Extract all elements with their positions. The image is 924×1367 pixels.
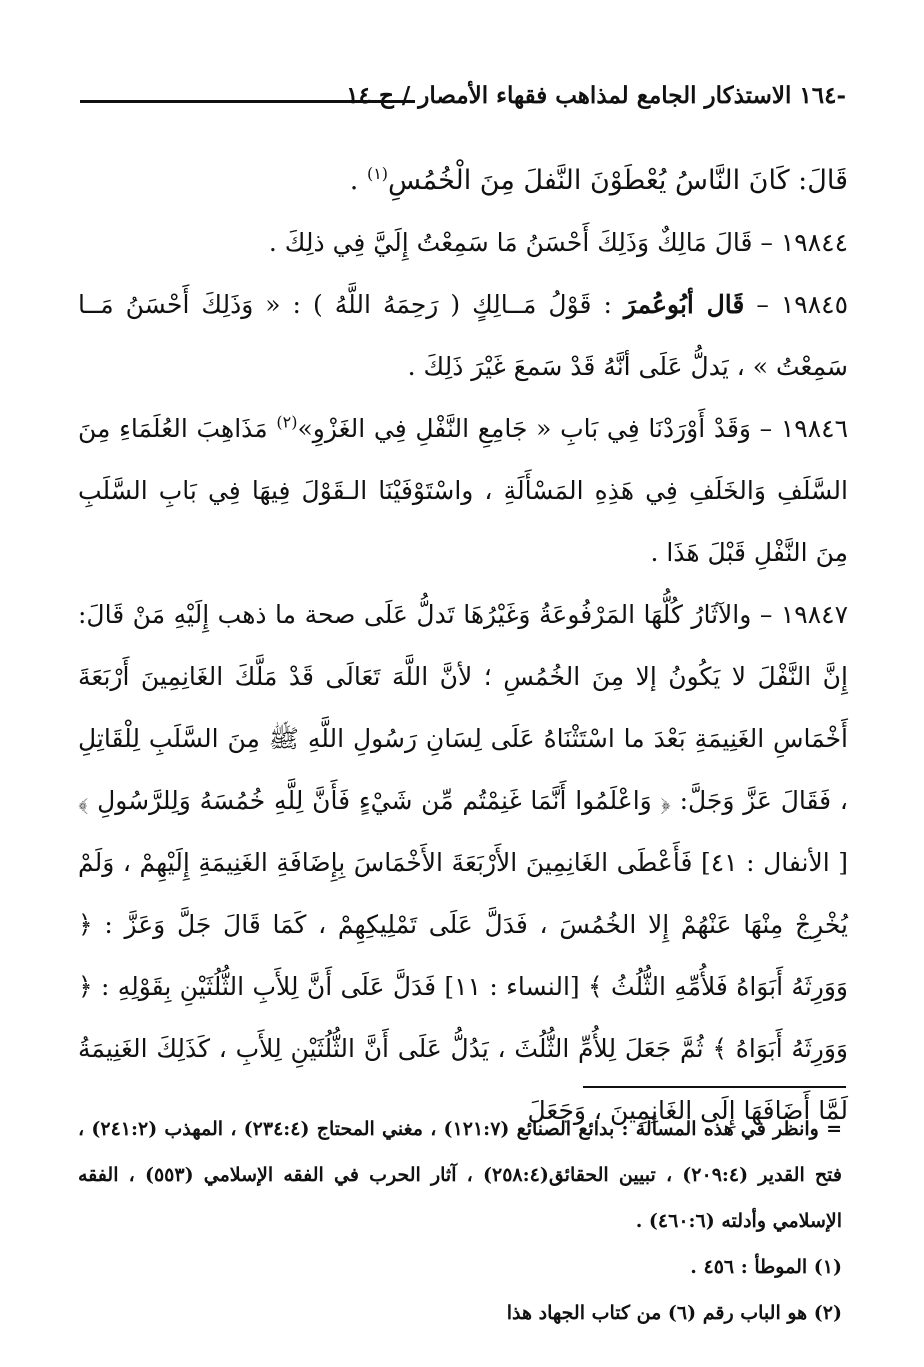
paragraph-19845: [78, 274, 848, 398]
paragraph-19847: [78, 584, 848, 1142]
main-text: [78, 150, 848, 1142]
paragraph-opening: [78, 150, 848, 212]
opening-text: قَالَ: كَانَ النَّاسُ يُعْطَوْنَ النَّفلَ مِنَ الْخُمُسِ: [388, 165, 848, 196]
paragraph-19844: [78, 212, 848, 274]
paragraph-19846-text-a: ١٩٨٤٦ – وَقَدْ أَوْرَدْنَا فِي بَابِ « جَامِعِ النَّفْلِ فِي الغَزْوِ»: [297, 414, 848, 443]
footnote-ref-2[interactable]: (٢): [276, 412, 298, 432]
paragraph-19846: [78, 398, 848, 584]
footnotes: [78, 1106, 842, 1336]
footnote-ref-1[interactable]: (١): [366, 164, 389, 183]
paragraph-19846-text-b: مَذَاهِبَ العُلَمَاءِ مِنَ السَّلَفِ وَالخَلَفِ فِي هَذِهِ المَسْأَلَةِ ، واسْتَوْفَيْنَا الـقَوْلَ فِيهَا فِي بَابِ السَّلَبِ مِنَ النَّفْلِ قَبْلَ هَذَا .: [78, 414, 848, 567]
header-rule: [80, 100, 415, 103]
paragraph-19845-speaker: قَال أبُوعُمرَ: [623, 290, 745, 319]
footnote-continuation: = وانظر في هذه المسألة : بدائع الصنائع (١٢١:٧) ، مغني المحتاج (٢٣٤:٤) ، المهذب (٢٤١:٢) ، فتح القدير (٢٠٩:٤) ، تبيين الحقائق(٢٥٨:٤) ، آثار الحرب في الفقه الإسلامي (٥٥٣) ، الفقه الإسلامي وأدلته (٤٦٠:٦) .: [78, 1118, 842, 1232]
running-header: [80, 82, 846, 122]
footnote-2: (٢) هو الباب رقم (٦) من كتاب الجهاد هذا: [506, 1302, 842, 1324]
paragraph-19845-text: : قَوْلُ مَــالِكٍ ( رَحِمَهُ اللَّهُ ) : « وَذَلِكَ أَحْسَنُ مَــا سَمِعْتُ » ، يَدلُّ عَلَى أنَّهُ قَدْ سَمعَ غَيْرَ ذَلِكَ .: [78, 290, 848, 381]
paragraph-19844-text: ١٩٨٤٤ – قَالَ مَالِكٌ وَذَلِكَ أَحْسَنُ مَا سَمِعْتُ إِلَيَّ فِي ذلِكَ .: [268, 228, 848, 257]
paragraph-19845-number: ١٩٨٤٥ –: [744, 290, 848, 319]
header-title: -١٦٤ الاستذكار الجامع لمذاهب فقهاء الأمصار / ج ١٤: [346, 82, 846, 109]
footnote-rule: [583, 1086, 846, 1088]
footnote-1: (١) الموطأ : ٤٥٦ .: [690, 1256, 842, 1278]
paragraph-19847-text: ١٩٨٤٧ – والآثَارُ كُلُّهَا المَرْفُوعَةُ وَغَيْرُهَا تَدلُّ عَلَى صحة ما ذهب إِلَيْهِ مَنْ قَالَ: إِنَّ النَّفْلَ لا يَكُونُ إلا مِنَ الخُمُسِ ؛ لأنَّ اللَّهَ تَعَالَى قَدْ مَلَّكَ الغَانِمِينَ أَرْبَعَةَ أَخْمَاسِ الغَنِيمَةِ بَعْدَ ما اسْتَثْنَاهُ عَلَى لِسَانِ رَسُولِ اللَّهِ ﷺ مِنَ السَّلَبِ لِلْقَاتِلِ ، فَقَالَ عَزَّ وَجَلَّ: ﴿ وَاعْلَمُوا أَنَّمَا غَنِمْتُم مِّن شَيْءٍ فَأَنَّ لِلَّهِ خُمُسَهُ وَلِلرَّسُولِ ﴾ [ الأنفال : ٤١] فَأَعْطَى الغَانِمِينَ الأَرْبَعَةَ الأَخْمَاسَ بِإِضَافَةِ الغَنِيمَةِ إِلَيْهِمْ ، وَلَمْ يُخْرِجْ مِنْهَا عَنْهُمْ إِلا الخُمُسَ ، فَدَلَّ عَلَى تَمْلِيكِهِمْ ، كَمَا قَالَ جَلَّ وَعَزَّ : ﴿ وَوَرِثَهُ أَبَوَاهُ فَلأُمِّهِ الثُّلُثُ ﴾ [النساء : ١١] فَدَلَّ عَلَى أَنَّ لِلأَبِ الثُّلُثَيْنِ بِقَوْلِهِ : ﴿ وَوَرِثَهُ أَبَوَاهُ ﴾ ثُمَّ جَعَلَ لِلأُمِّ الثُّلُثَ ، يَدُلُّ عَلَى أَنَّ الثُّلُثَيْنِ لِلأَبِ ، كَذَلِكَ الغَنِيمَةُ لَمَّا أَضَافَهَا إِلَى الغَانِمِينَ ، وَجَعَلَ: [78, 600, 848, 1125]
opening-end: .: [349, 165, 367, 196]
